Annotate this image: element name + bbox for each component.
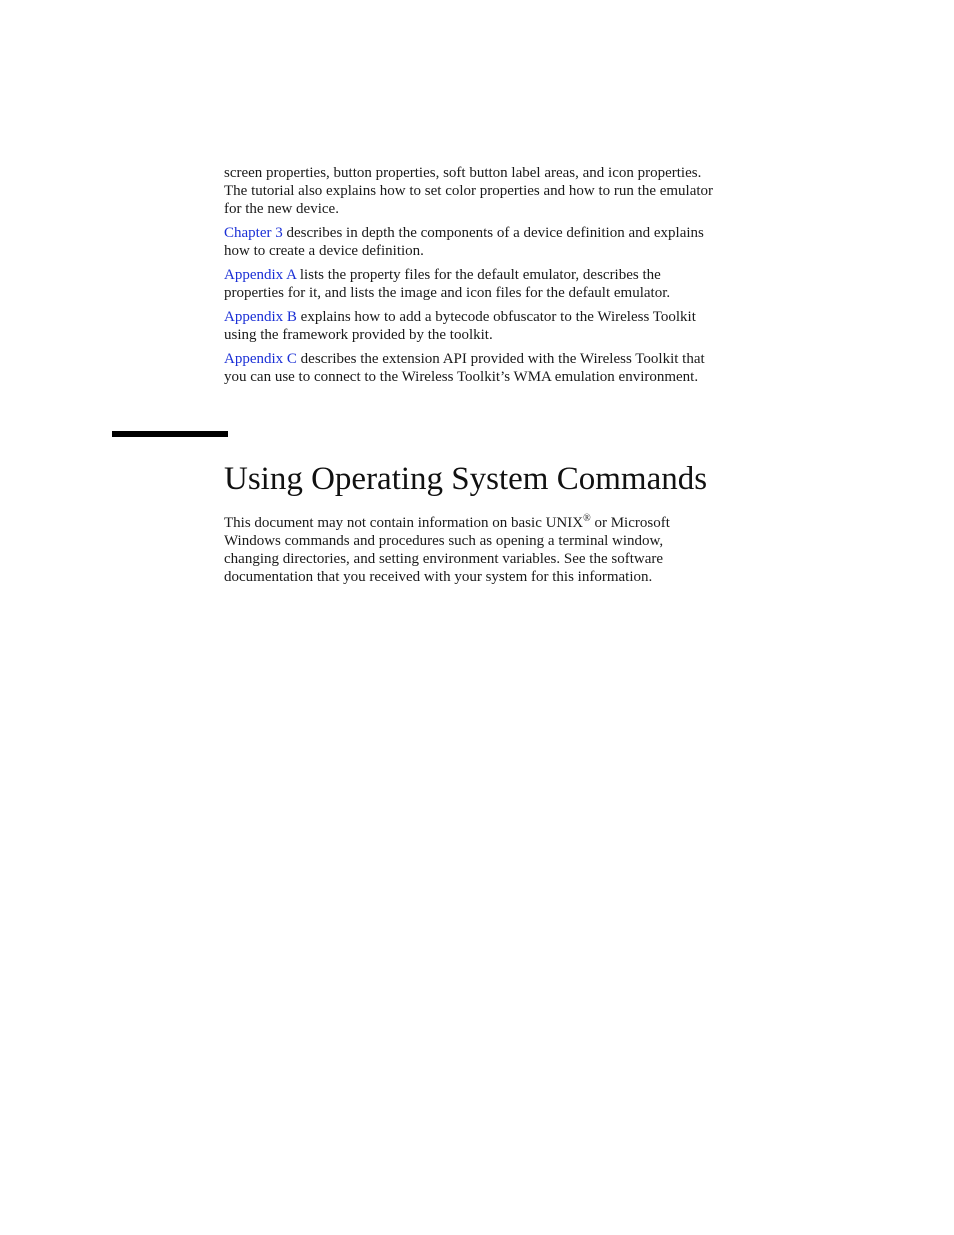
section-divider-rule <box>112 431 228 437</box>
registered-trademark-mark: ® <box>583 513 591 524</box>
appendix-c-text-line-1: describes the extension API provided with the Wireless Toolkit that <box>296 351 705 367</box>
intro-line-3: for the new device. <box>224 201 339 217</box>
section-text-line-4: documentation that you received with your system for this information. <box>224 569 653 585</box>
section-heading: Using Operating System Commands <box>224 461 708 497</box>
section-text-line-1b: or Microsoft <box>590 515 670 531</box>
appendix-a-description <box>224 266 790 302</box>
appendix-c-description <box>224 350 790 386</box>
appendix-b-text-line-1: explains how to add a bytecode obfuscator to the Wireless Toolkit <box>296 309 696 325</box>
intro-line-1: screen properties, button properties, soft button label areas, and icon properties. <box>224 165 702 181</box>
chapter-3-link[interactable]: Chapter 3 <box>224 225 283 241</box>
appendix-c-text-line-2: you can use to connect to the Wireless Toolkit’s WMA emulation environment. <box>224 369 699 385</box>
chapter-3-text-line-2: how to create a device definition. <box>224 243 424 259</box>
intro-line-2: The tutorial also explains how to set color properties and how to run the emulator <box>224 183 714 199</box>
appendix-b-link[interactable]: Appendix B <box>224 309 297 325</box>
section-text-line-3: changing directories, and setting environment variables. See the software <box>224 551 664 567</box>
appendix-c-link[interactable]: Appendix C <box>224 351 297 367</box>
section-text-line-1a: This document may not contain information on basic UNIX <box>224 515 584 531</box>
appendix-a-link[interactable]: Appendix A <box>224 267 297 283</box>
appendix-a-text-line-2: properties for it, and lists the image and icon files for the default emulator. <box>224 285 671 301</box>
section-paragraph <box>224 514 790 586</box>
chapter-3-text-line-1: describes in depth the components of a device definition and explains <box>282 225 704 241</box>
chapter-3-description <box>224 224 790 260</box>
appendix-a-text-line-1: lists the property files for the default emulator, describes the <box>296 267 661 283</box>
intro-paragraph <box>224 164 790 218</box>
section-text-line-2: Windows commands and procedures such as opening a terminal window, <box>224 533 664 549</box>
appendix-b-description <box>224 308 790 344</box>
appendix-b-text-line-2: using the framework provided by the toolkit. <box>224 327 493 343</box>
